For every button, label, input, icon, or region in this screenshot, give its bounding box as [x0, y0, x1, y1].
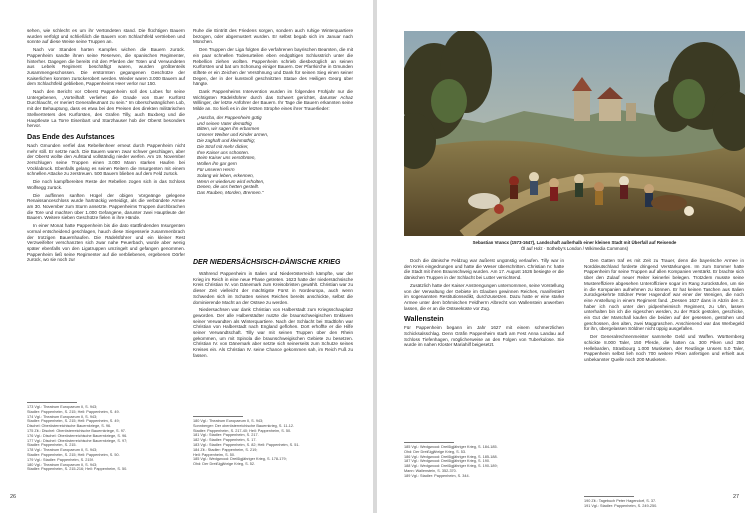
footnote: Stadler: Pappenheim, S. 215-216; Heil: Pappenheim, S. 50. — [27, 467, 128, 472]
footnotes-left-col2 — [193, 419, 353, 467]
footnotes-right-col2 — [584, 499, 744, 509]
footnote-rule — [193, 416, 243, 417]
poem — [197, 115, 353, 196]
footnote: 180 Vgl.: Theatrum Europaeum II, S. 943; — [193, 419, 264, 423]
poem-line: Die Straf mit mehr dicker, — [197, 143, 249, 149]
paragraph: Zusätzlich hatte der Kaiser Anstrengungen unternommen, seine Vorstellung von der Verwaltung der Gebiete im Glauben gewinnen Reiches, manifestiert im sogenannten Restitutionsedikt, durchzusetzen. Dazu hatte er eine starke Armee unter dem böhmischen Feldherrn Albrecht von Wallenstein anwerben lassen, die er an die Ostseeküste vor Zug. — [404, 282, 564, 311]
footnote: 185 Vgl.: Wedgwood: Dreißigjähriger Krieg, S. 184-185. — [404, 445, 498, 449]
footnote: 189 Vgl.: Stadler: Pappenheim, S. 344. — [404, 473, 470, 478]
section-heading: Das Ende des Aufstances — [27, 131, 115, 141]
footnotes-left-col1 — [27, 405, 185, 472]
left-column-2 — [193, 28, 353, 199]
right-page — [377, 0, 750, 513]
caption-source: Öl auf Holz · Sotheby's London / Wikimedia Commons) — [520, 245, 629, 251]
poem-line: Unserer Weiber und Kinder armen, — [197, 132, 269, 138]
paragraph: Den Gatten traf es mit Zeit zu Trauer, denn die bayerische Armee in Norddeutschland forderte dringend Verstärkungen. Im zum Sommer hatte Pappenheim für seine Truppen auf allen Kompanien verstärkt. Er brachte sich über den Zulauf neuer Reiter keinerlei belegen. Trotzdem musste seine Mustereffiziere abgesehen Unteroffiziere sogar im Rang zurückstufen, um sie in die Kompanien aufnehmen zu können. Er hat keinen Taschen aus Italien zurückgekehrte Söldner Peter Hagendorf war einer der Wenigen, die noch eine Anstellung in einem Regiment fand. „Dessen 1627 dans in Abzin den 3. haber ich noch unter den pidpenheimisch Regiment, zu Ulm, lassen unterhalten bin ich die nigeschen werden, zu der Rück gestolen, geschicke, ein Gut der Marschall kaufen die beiden auf der gesessen, gestohen und geschossen, den alten, zwei Maggraschen. Anschienend war das Werbegeld für ihn, übergelassen Söldner nicht üppig ausgefallen. — [584, 258, 744, 332]
poem-line: Für unseren Herrn — [197, 167, 235, 173]
poem-line: Beim Kaiser uns versöhnten, — [197, 155, 256, 161]
footnote: Stadler: Pappenheim, S. 215; Heil: Pappenheim, S. 49; — [27, 419, 120, 424]
footnote: 179 Vgl.: Stadler: Pappenheim, S. 215f. — [27, 457, 94, 462]
paragraph: Die auffinnen sanften Hügel der obigen Vorgeänge gelegene Renaissanceschloss wurde hartnäckig verteidigt, als die verbündete Armee am 30. November zum Sturm ansetzte. Pappenheims Truppen durchbrachen die Tore und machten über 1.000 Gefangene, darunter zwei Hauptleute der Bauern. Weitere sieben Geschütze fielen in ihre Hände. — [27, 192, 185, 221]
left-page — [0, 0, 373, 513]
footnote: 180 Vgl.: Theatrum Europaeum II, S. 943; — [27, 462, 98, 467]
right-column-2 — [584, 258, 744, 365]
page-number: 26 — [10, 494, 17, 500]
footnote: 182 Vgl.: Stadler: Pappenheim, S. 17. — [193, 438, 257, 443]
poem-line: Ihre Kaiser uns schonten. — [197, 149, 250, 155]
footnote: 175 Zit.: Dischel: Oberösterreichische Bauernkriege, S. 97. — [27, 428, 126, 433]
paragraph: sehen, wie schlecht es um ihr Vertündeten stand. Die flüchtigen Bauern wurden verfolgt und schließlich die Bauern vom Schlachtfeld vertrieben und sonnte auf diese Weise seine Truppen an. — [27, 28, 185, 45]
paragraph: Den Truppen der Liga folgten die verfahrenen bayrischen Beamten, die mit ein paar schnellen Todesurteilen eben endgültigen Schlusstrich unter die Rebellion ziehen wollten. Pappenheim schrieb diesbezüglich an seinen Kurfürsten und bat um Schonung einiger Bauern. Der Pfarrkirche in Gmunden stiftete er ein Zeichen der Versöhnung und Dank für seinen Sieg einen seiner Degen, der in der kunstvoll geschnitzten Statue des Heiligen Georg über hängte. — [193, 47, 353, 87]
footnote: 181 Vgl.: Stadler: Pappenheim, S. 217. — [193, 433, 259, 438]
paragraph: In einer Monat hatte Pappenheim bis die dato stattfindenden Insurgenten vormal entscheidend geschlagen, hauch diese Siegesserie zusammenbrach der trotzigen Bauernhaufen. Die Rädelsführer und ein kleiner Rest Verzweifelter verschanzten sich zwar nahe Peuerbach, wurde aber wenig später ebenfalls von den Ligatruppen umzingelt und gefangen genommen. Pappenheim ließ seine Regimenter auf die verbliebenen, ergebenen Dörfer zurück, wo sie noch zur — [27, 223, 185, 263]
chapter-heading: DER NIEDERSÄCHSISCH-DÄNISCHE KRIEG — [193, 259, 341, 266]
footnote: 186 Vgl.: Wedgwood: Dreißigjähriger Krieg, S. 185-188. — [404, 454, 498, 459]
poem-line: Bitten, wir sagen ihn erbarmen — [197, 126, 260, 132]
footnote: Stadler: Pappenheim, S. 215; Heil: Pappenheim, S. 49. — [27, 409, 120, 414]
painting-caption — [404, 240, 745, 251]
poem-line: Solang wir leben, erkennen, — [197, 172, 254, 178]
paragraph: Niedersachsen war dank Christian von Halberstadt zum Kriegsschauplatz geworden. Der alle Halberstädter nutzte die braunschweigischen Enklaven seiner Verwandten als Winterquartiere. Nach der Schlacht bei Stadtlohn war Christian von Halberstadt nach England geflohen. Dort erhoffte er die Hilfe seiner Verwandtschaft. Tilly war mit seinen Truppen über den Rhein gekommen, um mit Spinola die braunschweigischen Gebiete zu besetzen. Christian IV. von Dänemark aber setzte sich seinerseits zum Schutze seines Kreises ein. Als Christian IV. seine Chance gekommen sah, im Reich Fuß zu fassen. — [193, 307, 353, 358]
right-column-1 — [404, 258, 564, 350]
footnote: 177 Vgl.: Dischel: Oberösterreichische Bauernkriege, S. 97; — [27, 438, 128, 443]
footnote: Stadler: Pappenheim, S. 215. — [27, 443, 77, 448]
section-heading: Wallenstein — [404, 314, 444, 324]
footnote: Stadler: Pappenheim, S. 217-40; Heil: Pappenheim, S. 50. — [193, 428, 292, 433]
footnote: Sonnberger: Der oberösterreichische Bauernkrieg, S. 11-12. — [193, 423, 295, 428]
poem-line: Das Rauben, Morden, Brennen." — [197, 190, 264, 196]
paragraph: Für Pappenheim begann im Jahr 1627 mit einem schmerzlichen Schicksalsschlag. Denn Gräfin Pappenheim starb am Fest Anna Landau auf Schloss Tiefenhagen, möglicherweise an den Folgen von Tuberkulose. Sie wurde im nahen Kloster Mariahilf beigesetzt. — [404, 325, 564, 348]
footnote: 191 Vgl.: Stadler: Pappenheim, S. 249-250. — [584, 503, 658, 508]
footnote: 190 Zit.: Tagebuch Peter Hagendorf, S. 37. — [584, 499, 657, 503]
footnote: Stadler: Pappenheim, S. 215; Heil: Pappenheim, S. 50. — [27, 452, 120, 457]
footnote-rule — [404, 442, 454, 443]
left-column-1 — [27, 28, 185, 265]
footnote: Ohd: Der Dreißigjährige Krieg, S. 52. — [193, 462, 256, 467]
footnote-rule — [584, 496, 634, 497]
paragraph: Während Pappenheim in Italien und Niederösterreich kämpfte, war der Krieg im Reich in eine neue Phase getreten. 1623 hatte der niedersächsische Kreis Christian IV. von Dänemark zum Kreisobristen gewählt. Christian war zu dieser Zeit vielleicht der mächtigste Fürst in Nordeuropa, auch wenn Schweden sich im Schatten seines Reiches bereits anschickte, selbst die dominierende Macht an der Ostsee zu werden. — [193, 271, 353, 305]
footnotes-right-col1 — [404, 445, 564, 479]
footnote: 187 Vgl.: Wedgwood: Dreißigjähriger Krieg, S. 190. — [404, 459, 491, 464]
painting-image — [404, 31, 745, 236]
poem-line: und seinen Vater demüthig — [197, 120, 252, 126]
footnote: 173 Vgl.: Theatrum Europaeum II, S. 943; — [27, 405, 98, 409]
footnote: 176 Vgl.: Dischel: Oberösterreichische Bauernkriege, S. 96. — [27, 433, 128, 438]
footnote: 183 Vgl.: Stadler: Pappenheim, S. 82; Heil: Pappenheim, S. 51. — [193, 442, 300, 447]
footnote: Heil: Pappenheim, S. 50. — [193, 452, 236, 457]
footnote: Mann: Wallenstein, S. 352-370. — [404, 468, 457, 473]
footnote: Ohd: Der Dreißigjährige Krieg, S. 53. — [404, 449, 467, 454]
paragraph: Nach den Bericht vor Oberst Pappenheim soll des Lobes für seine Untergebenen, „Vorteilhaft verliehet die Gnade von Euer Kurfürst Durchlaucht, er meriert Generalleutnant zu sein." Im überschwänglichen Lob, mit der Behauptung, dass es etwa bei den Preisen des direkten militärischen Stellvertreters des Kurfürsten, des Grafen Tilly, auch Buxberg und die Hauptleute La Torre Eisenbart und Starzhauser hob der Oberst besonders hervor. — [27, 89, 185, 129]
paragraph: Nach Gmunden verfiel das Rebellenheer erneut durch Pappenheim nicht mehr still. Er setzte nach. Die Bauern waren zwar schwer geschlagen, aber der Oberst wollte den Aufstand vollständig nieder werfen. Am 19. November zerschlugen seine Truppen einen 3.000 Mann starken Haufen bei Vöcklabruck. Ebenfalls gelang es seinen Reitern die Insurgenten mit einem schnellen Attacke zu zerstreuen. 500 Bauern blieben auf dem Feld zurück. — [27, 142, 185, 177]
poem-line: Denen, die uns hetten gestellt. — [197, 184, 260, 190]
footnote-rule — [27, 402, 77, 403]
footnote: 185 Vgl.: Wedgwood: Dreißigjähriger Krieg, S. 178-179; — [193, 457, 287, 462]
poem-line: Wollen ihn gar gern — [197, 161, 237, 167]
paragraph: Nach vor Standen harten Kampfes wichen die Bauern zurück. Pappenheim sandte ihnen seine Reserven, die spanischen Regimenter, hinterher. Dagegen die bereits mit den Pferden der Toten und Verwundeten aus Lebels Regiment beschäftigt waren, wurden größtenteils zusammengeschossen. Die erstürmten gegangenen Geschütze der Kaiserlichen konnten zurückerobert werden. Wieder waren 3.000 Bauern auf dem Schlachtfeld geblieben, Pappenheims Heer verlor nur 150. — [27, 47, 185, 87]
left-column-2-lower — [193, 271, 353, 361]
paragraph: Doch die dänische Feldzug war äußerst ungünstig verlaufen. Tilly war in den Kreis eingedrungen und hatte die Weser überschritten. Christian IV. hatte die Stadt mit ihren Braunschweig wurden. Am 17. August 1626 besiegte er die dänischen Truppen in der Schlacht bei Lutter vernichtend. — [404, 258, 564, 281]
footnote: 188 Vgl.: Wedgwood: Dreißigjähriger Krieg, S. 190-189; — [404, 464, 498, 469]
caption-title: Sebastian Vrancx (1573-1647), Landschaft außerhalb einer kleinen Stadt mit Überfall auf Reisende — [472, 240, 677, 245]
paragraph: Ruhe die Eintritt des Friedens sorgen, sondern auch ruhige Winterquartiere bezogen, oder abgemustert wurden. Er selbst begab sich im Januar nach München. — [193, 28, 353, 45]
page-number: 27 — [733, 494, 740, 500]
footnote: 178 Vgl.: Theatrum Europaeum II, S. 943; — [27, 448, 98, 453]
poem-line: Wenn er wiederum wird erholten, — [197, 178, 265, 184]
landscape-painting-illustration — [404, 31, 745, 236]
paragraph: Die noch kampfbereiten Reste der Rebellen zogen sich in das Schloss Wolfsegg zurück. — [27, 179, 185, 190]
poem-line: „Hascha, der Pappenheim gütig — [197, 114, 262, 120]
poem-line: Die zaghaft und kleinmüthig; — [197, 138, 255, 144]
paragraph: Der Generalrechnenmeister sammelte Geld und Waffen. Württemberg schickte 8.000 Taler, 150 Pferde, die hatten ca. 300 Piken und 250 Hellebarden, Strasbourg 1.000 Musketen, der Reutlinge Unsers 5.0 Taler, Pappenheim selbst lieh noch 700 weitere Piken anfertigen und erhielt aus unbekannter Quelle noch 200 Musketen. — [584, 334, 744, 362]
footnote: 174 Vgl.: Theatrum Europaeum II, S. 943; — [27, 414, 98, 419]
footnote: 184 Zit.: Stadler: Pappenheim, S. 219; — [193, 447, 258, 452]
paragraph: Dank Pappenheims Intervention wurden im folgenden Frühjahr nur die Wichtigsten Rädelsführer durch das Schwert gerichtet, darunter Achaz Willinger, der letzte Anführer der Bauern. Ihr Tage die Bauern erkannten seine Milde an. So hieß es in der letzten Strophe eines ihrer Trauerlieder: — [193, 89, 353, 112]
footnote: Dischel: Oberösterreichische Bauernkriege, S. 96. — [27, 424, 112, 429]
